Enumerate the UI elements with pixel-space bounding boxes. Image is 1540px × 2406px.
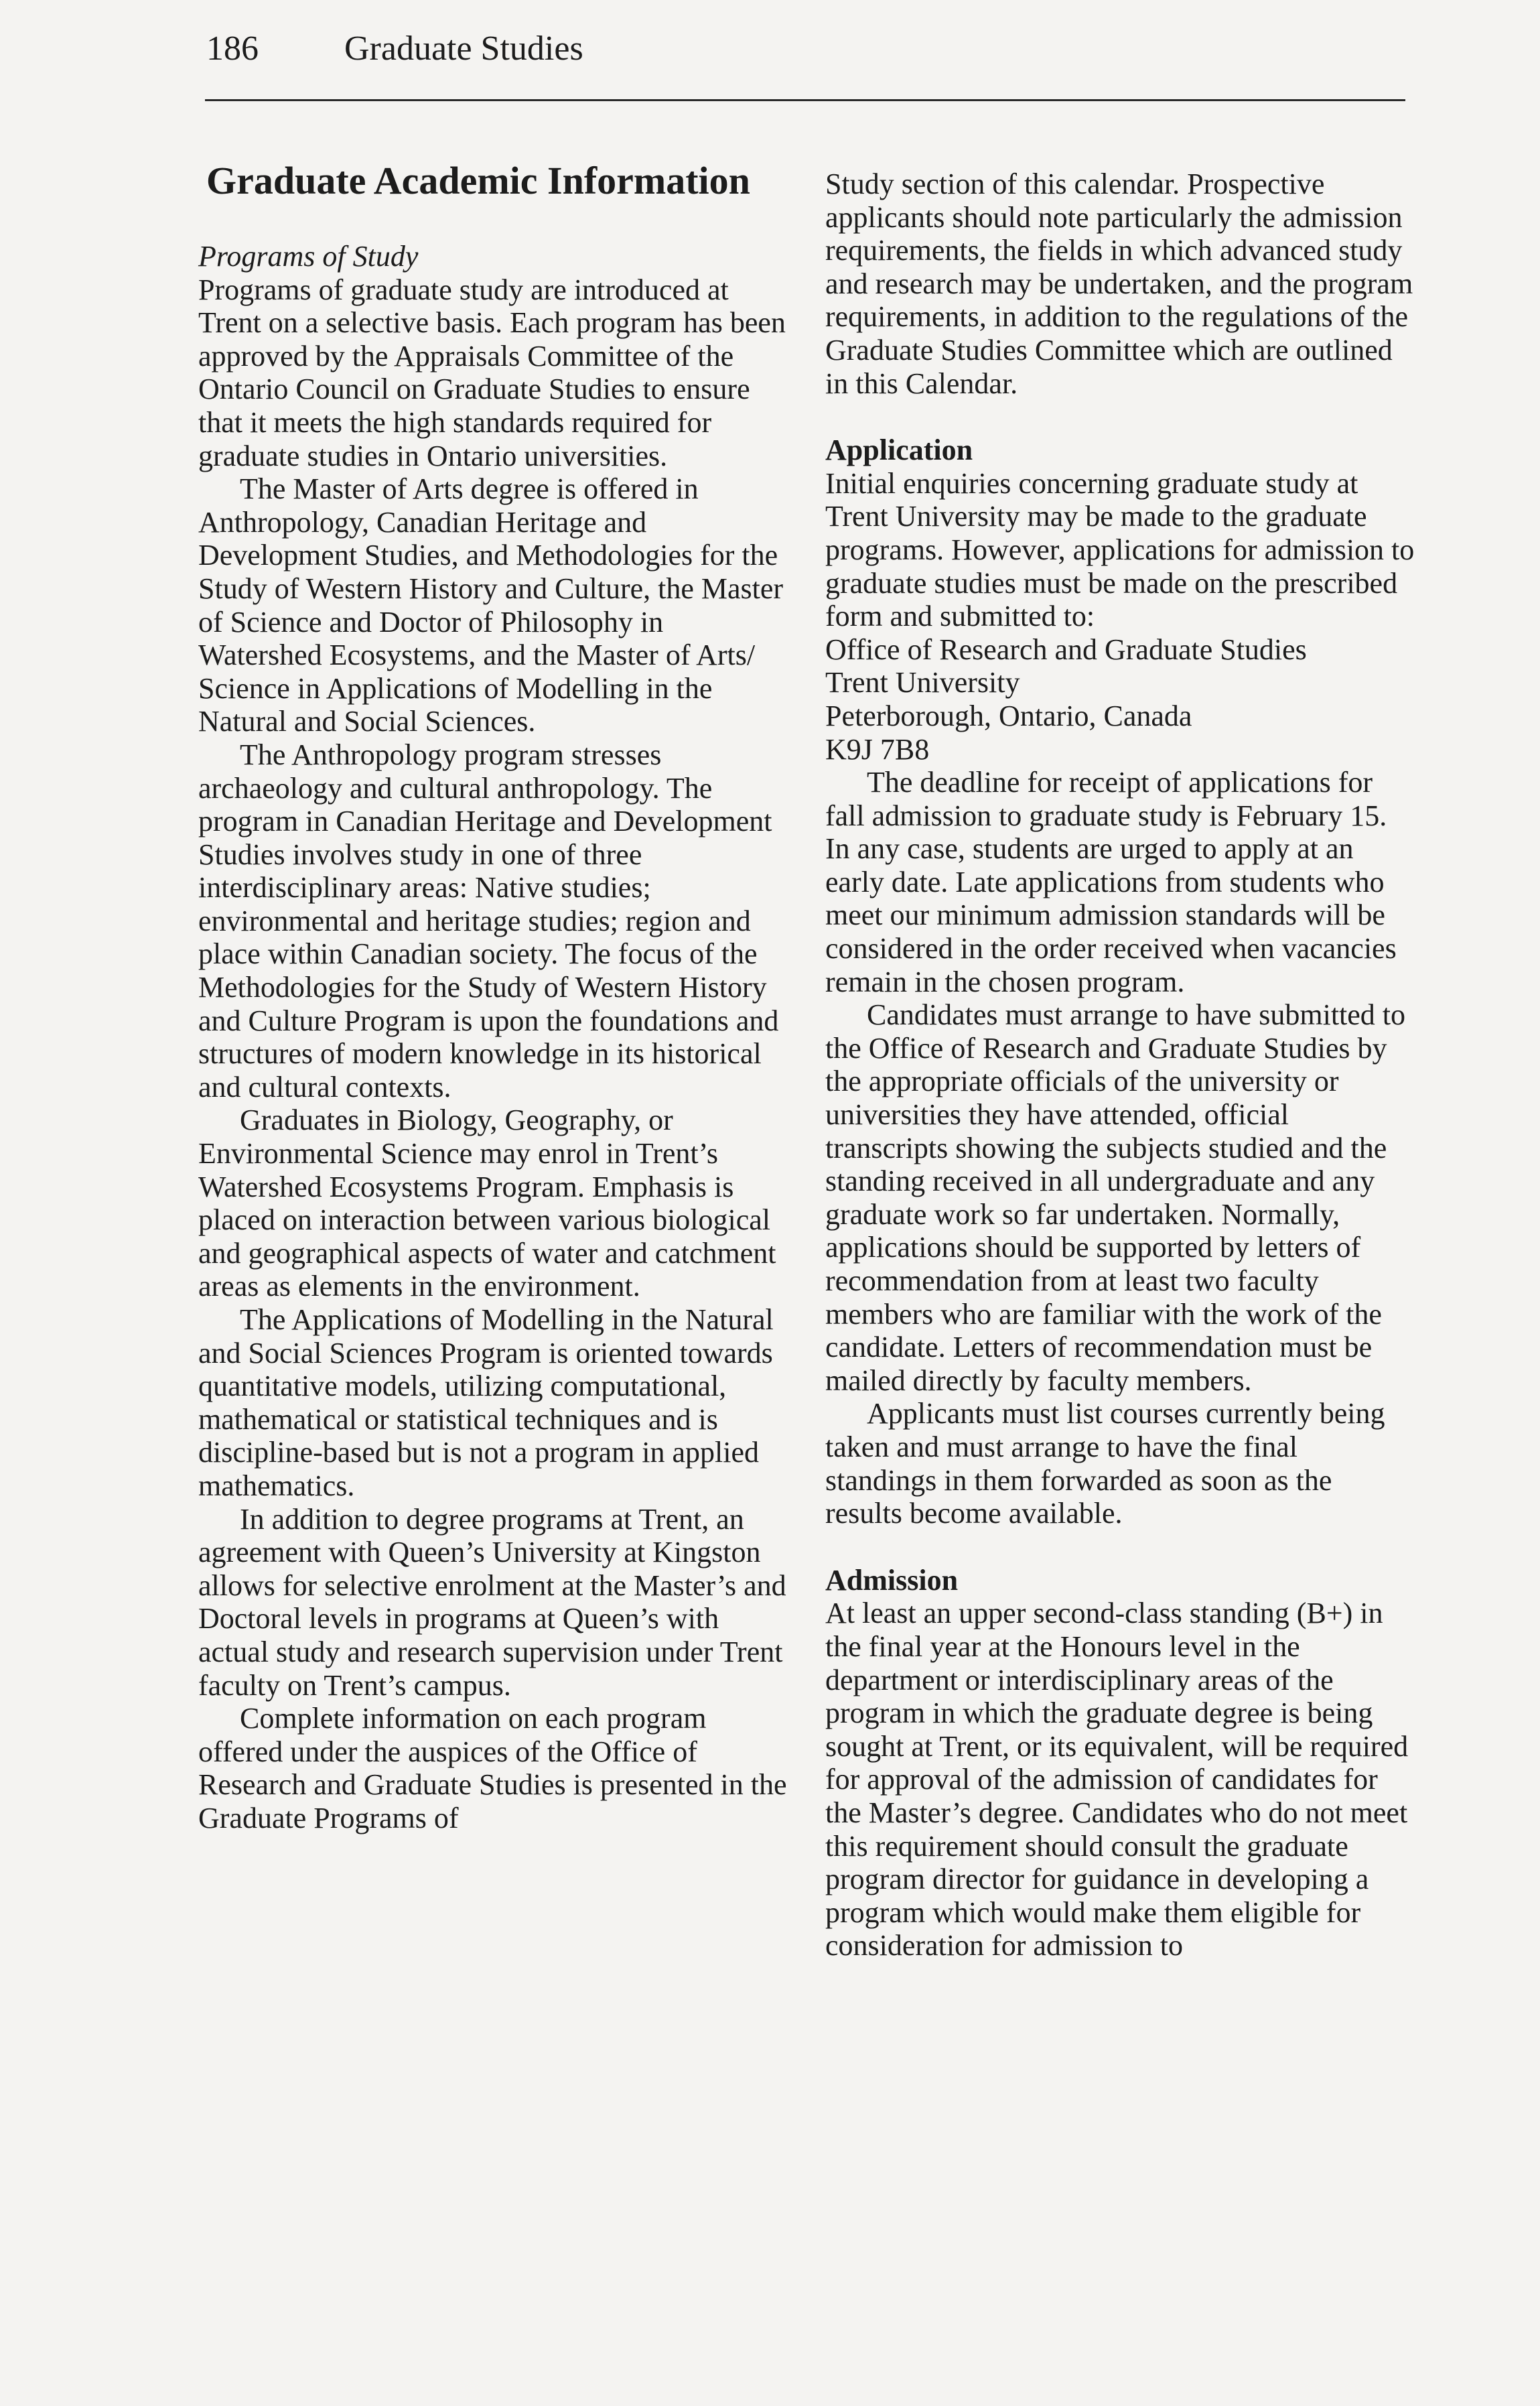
body-paragraph: Candidates must arrange to have submitted to the Office of Research and Graduate Studies by the appropriate officials of the university or universities they have attended, official transcripts showing the subjects studied and the standing received in all undergraduate and any graduate work so far undertaken. Normally, applications should be supported by letters of recommendation from at least two faculty members who are familiar with the work of the candidate. Letters of recommendation must be mailed directly by faculty members. [825, 998, 1406, 1397]
body-paragraph: The deadline for receipt of applications for fall admission to graduate study is February 15. In any case, students are urged to apply at an early date. Late applications from students who meet our minimum admission standards will be considered in the order received when vacancies remain in the chosen program. [825, 766, 1397, 998]
body-paragraph: The Applications of Modelling in the Natural and Social Sciences Program is oriented towards quantitative models, utilizing computational, mathematical or statistical techniques and is discipline-based but is not a program in applied mathematics. [198, 1303, 774, 1502]
running-title: Graduate Studies [344, 29, 583, 68]
address-line: Trent University [825, 666, 1020, 699]
mailing-address [825, 633, 1415, 766]
application-intro: Initial enquiries concerning graduate study at Trent University may be made to the graduate programs. However, applications for admission to graduate studies must be made on the prescribed form and submitted to: [825, 466, 1415, 633]
continuation-paragraph: Study section of this calendar. Prospective applicants should note particularly the admission requirements, the fields in which advanced study and research may be undertaken, and the program requirements, in addition to the regulations of the Graduate Studies Committee which are outlined in this Calendar. [825, 168, 1413, 400]
address-line: K9J 7B8 [825, 732, 930, 766]
running-header [206, 25, 583, 72]
header-rule [205, 99, 1405, 101]
address-line: Office of Research and Graduate Studies [825, 632, 1307, 666]
programs-of-study-subheading: Programs of Study [198, 240, 419, 273]
body-paragraph: Graduates in Biology, Geography, or Environmental Science may enrol in Trent’s Watershed Ecosystems Program. Emphasis is placed on interaction between various biological and geographical aspects of water and catchment areas as elements in the environment. [198, 1104, 776, 1303]
body-paragraph: The Anthropology program stresses archaeology and cultural anthropology. The program in Canadian Heritage and Development Studies involves study in one of three interdisciplinary areas: Native studies; environmental and heritage studies; region and place within Canadian society. The focus of the Methodologies for the Study of Western History and Culture Program is upon the foundations and structures of modern knowledge in its historical and cultural contexts. [198, 738, 779, 1104]
right-column [825, 168, 1415, 1962]
body-paragraph: Applicants must list courses currently being taken and must arrange to have the final standings in them forwarded as soon as the results become available. [825, 1397, 1385, 1530]
body-paragraph: In addition to degree programs at Trent, an agreement with Queen’s University at Kingston allows for selective enrolment at the Master’s and Doctoral levels in programs at Queen’s with actual study and research supervision under Trent faculty on Trent’s campus. [198, 1502, 786, 1702]
left-column [198, 159, 788, 1835]
page-number: 186 [206, 29, 259, 68]
application-heading: Application [825, 433, 973, 467]
body-paragraph: The Master of Arts degree is offered in Anthropology, Canadian Heritage and Development Studies, and Methodologies for the Study of Western History and Culture, the Master of Science and Doctor of Philosophy in Watershed Ecosystems, and the Master of Arts/ Science in Applications of Modelling in the Natural and Social Sciences. [198, 472, 784, 738]
address-line: Peterborough, Ontario, Canada [825, 699, 1192, 732]
admission-text: At least an upper second-class standing (B+) in the final year at the Honours level in the department or interdisciplinary areas of the program in which the graduate degree is being sought at Trent, or its equivalent, will be required for approval of the admission of candidates for the Master’s degree. Candidates who do not meet this requirement should consult the graduate program director for guidance in developing a program which would make them eligible for consideration for admission to [825, 1597, 1409, 1962]
body-paragraph: Complete information on each program offered under the auspices of the Office of Research and Graduate Studies is presented in the Graduate Programs of [198, 1702, 787, 1834]
admission-heading: Admission [825, 1563, 959, 1597]
section-title: Graduate Academic Information [206, 159, 750, 202]
body-paragraph: Programs of graduate study are introduced at Trent on a selective basis. Each program has been approved by the Appraisals Committee of the Ontario Council on Graduate Studies to ensure that it meets the high standards required for graduate studies in Ontario universities. [198, 273, 786, 472]
